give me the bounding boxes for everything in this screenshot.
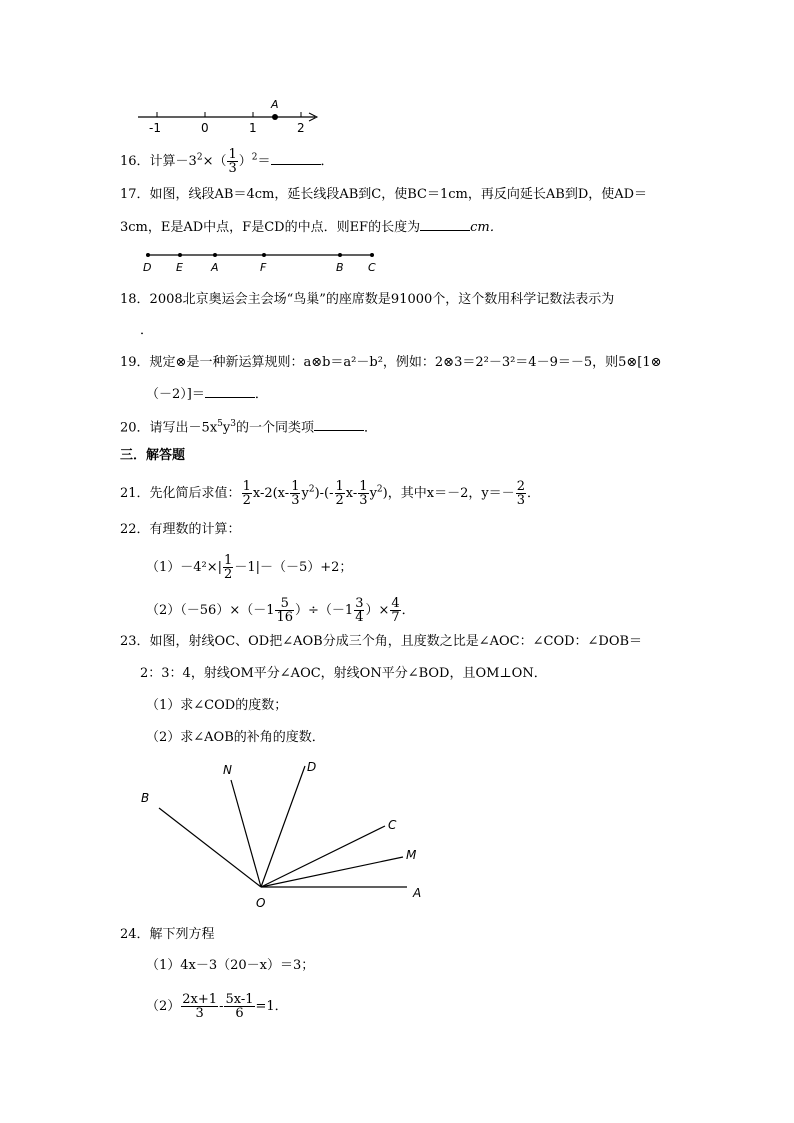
ray-label: A xyxy=(413,886,422,900)
question-24-part1: （1）4x－3（20－x）＝3； xyxy=(146,958,315,973)
tick-label: 0 xyxy=(201,121,209,135)
ray-label: N xyxy=(223,763,232,777)
ray-label: C xyxy=(388,818,397,832)
point-label: B xyxy=(336,261,344,274)
question-19-line2: （－2）]＝ ． xyxy=(146,387,268,402)
answer-blank[interactable] xyxy=(314,418,364,431)
question-21: 21．先化简后求值： $\frac{1}{2}$ x-2(x- $\frac{1}{3}$ $y^2)-(-$ $\frac{1}{2}$ x- $\frac{1}{3}$ $y^2$)，其中x＝－2，y＝－ $\frac{2}{3}$ ． xyxy=(120,479,540,508)
question-22: 22．有理数的计算： xyxy=(120,522,241,537)
question-16: 16．计算$-3^2\times$（ $\frac{1}{3}$ ）$^2$＝ ． xyxy=(120,147,334,176)
answer-blank[interactable] xyxy=(271,152,321,165)
question-18: 18．2008北京奥运会主会场“鸟巢”的座席数是91000个，这个数用科学记数法表示为 xyxy=(120,292,615,307)
question-22-part2: （2）（－56）×（－1 $\frac{5}{16}$ ）÷（－1 $\frac{3}{4}$ ）× $\frac{4}{7}$ ． xyxy=(146,596,415,625)
answer-blank[interactable] xyxy=(420,218,470,231)
point-label: E xyxy=(176,261,183,274)
tick-label: 1 xyxy=(249,121,257,135)
tick-label: 2 xyxy=(297,121,305,135)
question-23: 23．如图，射线OC、OD把∠AOB分成三个角，且度数之比是∠AOC：∠COD：∠DOB＝ xyxy=(120,634,643,649)
point-label: F xyxy=(260,261,267,274)
ray-label: M xyxy=(406,848,417,862)
ray-label: B xyxy=(141,791,150,805)
fraction: $\frac{1}{3}$ xyxy=(228,147,237,176)
point-label-a: A xyxy=(271,98,279,111)
number-line-figure xyxy=(135,95,325,135)
section-heading: 三．解答题 xyxy=(120,448,186,463)
question-22-part1: （1）－4²×| $\frac{1}{2}$ －1|－（－5）+2； xyxy=(146,553,353,582)
point-label: A xyxy=(211,261,219,274)
question-24-part2: （2） $\frac{2x+1}{3}$ - $\frac{5x-1}{6}$ =1． xyxy=(146,992,288,1021)
point-label: C xyxy=(368,261,376,274)
question-17-line2: 3cm，E是AD中点，F是CD的中点．则EF的长度为 cm． xyxy=(120,220,503,235)
vertex-label: O xyxy=(256,896,266,910)
question-24: 24．解下列方程 xyxy=(120,927,215,942)
tick-label: -1 xyxy=(149,121,161,135)
question-19: 19．规定⊗是一种新运算规则：a⊗b＝a²－b²，例如：2⊗3＝2²－3²＝4－9＝－5，则5⊗[1⊗ xyxy=(120,355,662,370)
question-18-line2: ． xyxy=(140,323,154,338)
question-17: 17．如图，线段AB＝4cm，延长线段AB到C，使BC＝1cm，再反向延长AB到D，使AD＝ xyxy=(120,187,648,202)
answer-blank[interactable] xyxy=(205,385,255,398)
question-23-line2: 2：3：4，射线OM平分∠AOC，射线ON平分∠BOD，且OM⊥ON． xyxy=(140,666,547,681)
angle-figure xyxy=(135,760,435,915)
question-23-part1: （1）求∠COD的度数； xyxy=(146,698,288,713)
point-label: D xyxy=(143,261,152,274)
question-23-part2: （2）求∠AOB的补角的度数． xyxy=(146,730,325,745)
ray-label: D xyxy=(307,760,317,774)
question-20: 20．请写出$-5x^5y^3$的一个同类项 ． xyxy=(120,419,378,436)
segment-figure xyxy=(140,248,390,276)
